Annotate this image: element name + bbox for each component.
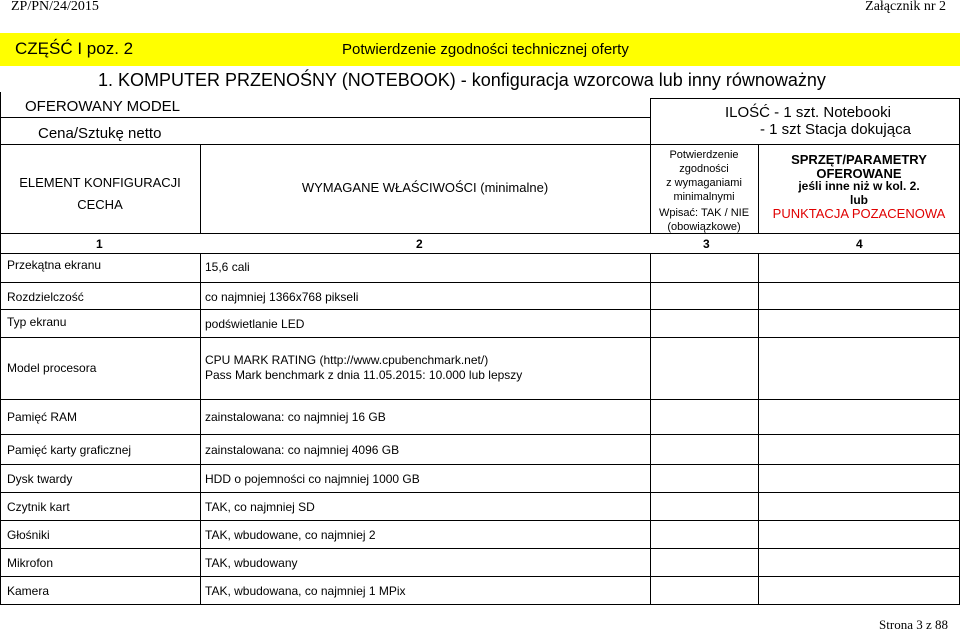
feature-header-line: CECHA [77, 197, 123, 212]
grid-hline [0, 233, 960, 234]
offered-line: SPRZĘT/PARAMETRY [791, 152, 927, 167]
row-requirement: zainstalowana: co najmniej 4096 GB [205, 443, 400, 457]
offered-line-scoring: PUNKTACJA POZACENOWA [772, 206, 946, 221]
confirmation-column-header [650, 148, 758, 234]
row-feature: Pamięć karty graficznej [7, 443, 132, 457]
document-reference: ZP/PN/24/2015 [11, 0, 99, 14]
grid-vline [200, 144, 201, 233]
row-feature: Przekątna ekranu [7, 258, 102, 272]
row-requirement: podświetlanie LED [205, 317, 305, 331]
grid-hline [0, 253, 960, 254]
offered-line: OFEROWANE [816, 165, 902, 181]
grid-hline [0, 520, 960, 521]
grid-hline [650, 98, 960, 99]
part-label: CZĘŚĆ I poz. 2 [15, 39, 134, 58]
offered-model-label: OFEROWANY MODEL [25, 98, 181, 115]
grid-vline [758, 253, 759, 604]
grid-vline [200, 253, 201, 604]
row-feature: Model procesora [7, 361, 97, 375]
column-number-2: 2 [416, 237, 423, 251]
page-number: Strona 3 z 88 [879, 617, 948, 632]
grid-vline [650, 144, 651, 233]
confirm-line: Wpisać: TAK / NIE [658, 207, 750, 219]
confirm-line: zgodności [679, 163, 729, 175]
row-feature: Kamera [7, 584, 50, 598]
grid-vline [758, 144, 759, 233]
grid-hline [0, 337, 960, 338]
grid-hline [0, 548, 960, 549]
grid-hline [0, 144, 960, 145]
grid-hline [0, 309, 960, 310]
row-requirement: CPU MARK RATING (http://www.cpubenchmark.net/) [205, 353, 489, 367]
row-feature: Typ ekranu [7, 315, 67, 329]
row-requirement: TAK, wbudowany [205, 556, 298, 570]
row-feature: Pamięć RAM [7, 410, 78, 424]
grid-vline [0, 92, 1, 604]
grid-hline [0, 282, 960, 283]
section-title: 1. KOMPUTER PRZENOŚNY (NOTEBOOK) - konfiguracja wzorcowa lub inny równoważny [98, 70, 826, 90]
requirements-column-header: WYMAGANE WŁAŚCIWOŚCI (minimalne) [301, 180, 549, 195]
row-requirement: TAK, co najmniej SD [205, 500, 315, 514]
column-number-1: 1 [96, 237, 103, 251]
quantity-line-1: ILOŚĆ - 1 szt. Notebooki [725, 104, 891, 121]
confirm-line: Potwierdzenie [669, 149, 739, 161]
grid-hline [0, 464, 960, 465]
grid-hline [0, 117, 650, 118]
column-number-3: 3 [703, 237, 710, 251]
confirm-line: z wymaganiami [666, 177, 742, 189]
confirm-line: (obowiązkowe) [667, 221, 741, 233]
column-number-4: 4 [856, 237, 863, 251]
grid-hline [0, 492, 960, 493]
element-header-line: ELEMENT KONFIGURACJI [19, 175, 181, 190]
row-requirement: HDD o pojemności co najmniej 1000 GB [205, 472, 420, 486]
quantity-line-2: - 1 szt Stacja dokująca [760, 121, 911, 138]
row-requirement: zainstalowana: co najmniej 16 GB [205, 410, 386, 424]
row-requirement: Pass Mark benchmark z dnia 11.05.2015: 10.000 lub lepszy [205, 368, 523, 382]
offered-line: jeśli inne niż w kol. 2. [798, 179, 920, 193]
grid-hline [0, 434, 960, 435]
row-requirement: co najmniej 1366x768 pikseli [205, 290, 359, 304]
row-feature: Mikrofon [7, 556, 54, 570]
offered-line: lub [850, 192, 868, 207]
row-feature: Czytnik kart [7, 500, 70, 514]
confirmation-title: Potwierdzenie zgodności technicznej oferty [342, 41, 629, 58]
confirm-line: minimalnymi [673, 191, 735, 203]
row-requirement: 15,6 cali [205, 260, 250, 274]
element-column-header [0, 172, 200, 216]
row-requirement: TAK, wbudowana, co najmniej 1 MPix [205, 584, 406, 598]
row-feature: Głośniki [7, 528, 50, 542]
offered-column-header [758, 153, 960, 221]
grid-hline [0, 399, 960, 400]
row-feature: Rozdzielczość [7, 290, 84, 304]
grid-hline [0, 604, 960, 605]
attachment-number: Załącznik nr 2 [865, 0, 946, 14]
unit-price-label: Cena/Sztukę netto [38, 125, 162, 142]
grid-vline [650, 98, 651, 144]
grid-hline [0, 576, 960, 577]
grid-vline [650, 253, 651, 604]
row-requirement: TAK, wbudowane, co najmniej 2 [205, 528, 376, 542]
row-feature: Dysk twardy [7, 472, 73, 486]
